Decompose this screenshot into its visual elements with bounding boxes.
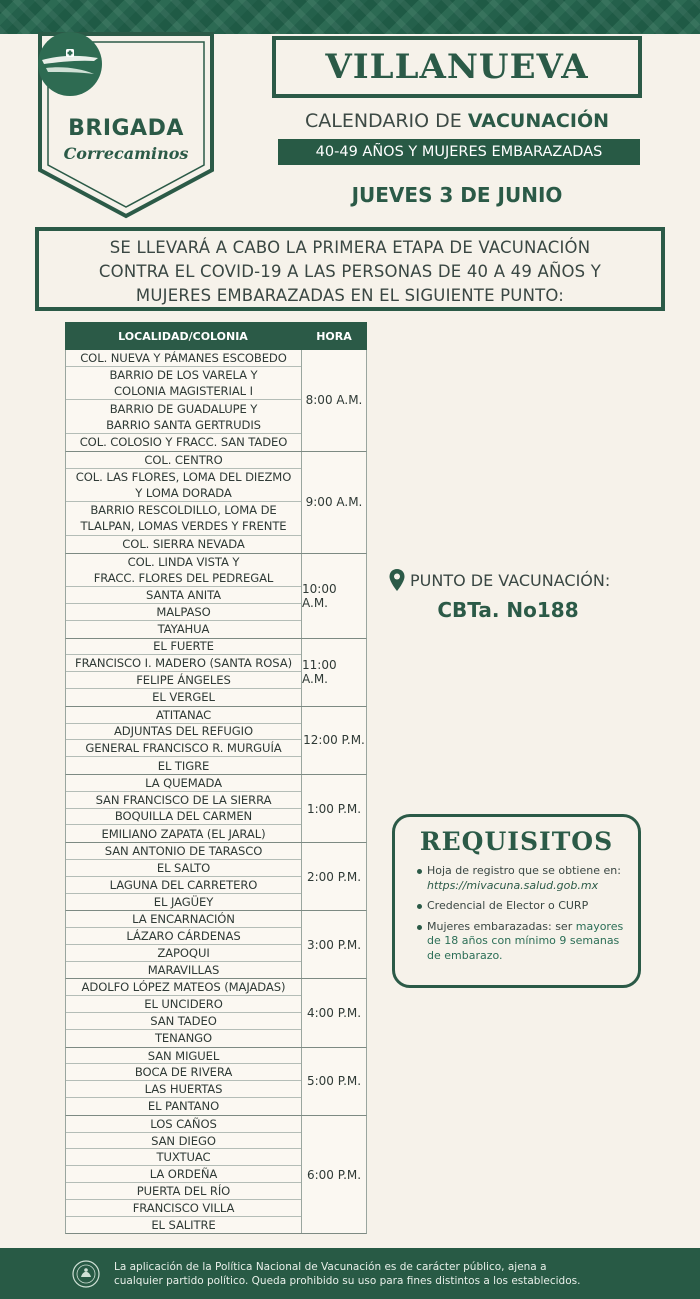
page-title: VILLANUEVA [325, 47, 589, 87]
locality-name [156, 707, 211, 723]
locality-name [144, 452, 222, 468]
locality-line: ADOLFO LÓPEZ MATEOS (MAJADAS) [81, 980, 286, 995]
locality-list [66, 979, 302, 1046]
table-row [66, 1133, 301, 1150]
table-row [66, 400, 301, 434]
time-slot-group [65, 979, 367, 1047]
locality-line: TAYAHUA [157, 622, 210, 637]
locality-line: MALPASO [156, 604, 211, 619]
table-row [66, 707, 301, 724]
table-row [66, 655, 301, 672]
locality-line: GENERAL FRANCISCO R. MURGUÍA [85, 741, 282, 756]
hour-cell: 5:00 P.M. [306, 1074, 362, 1089]
hour-cell: 12:00 P.M. [303, 733, 365, 748]
locality-line: LAS HUERTAS [144, 1082, 223, 1097]
locality-name [148, 962, 220, 978]
locality-name [136, 672, 231, 688]
locality-name [157, 945, 209, 961]
table-row [66, 979, 301, 996]
table-row [66, 945, 301, 962]
hour-cell: 3:00 P.M. [306, 937, 362, 952]
footer-band [0, 1248, 700, 1299]
roadrunner-emblem-icon [36, 30, 104, 98]
locality-line: EL SALTO [156, 860, 211, 875]
table-row [66, 367, 301, 401]
table-row [66, 554, 301, 588]
locality-line: ADJUNTAS DEL REFUGIO [113, 724, 254, 739]
locality-line: COL. SIERRA NEVADA [122, 537, 245, 552]
time-slot-group [65, 1116, 367, 1235]
hour-cell: 6:00 P.M. [306, 1167, 362, 1182]
locality-line: EL JAGÜEY [153, 894, 214, 909]
locality-line: FRANCISCO I. MADERO (SANTA ROSA) [75, 656, 292, 671]
table-row [66, 604, 301, 621]
locality-line: TUXTUAC [156, 1150, 211, 1165]
time-slot-group [65, 639, 367, 707]
announcement-box [35, 227, 665, 311]
table-row [66, 877, 301, 894]
locality-name [153, 638, 214, 654]
locality-list [66, 775, 302, 842]
locality-name [135, 1064, 232, 1080]
time-slot-group [65, 707, 367, 775]
locality-name [80, 502, 286, 534]
locality-name [155, 1030, 212, 1046]
locality-line: BARRIO SANTA GERTRUDIS [106, 417, 261, 432]
time-slot-group [65, 911, 367, 979]
locality-name [115, 808, 252, 824]
locality-name [157, 860, 210, 876]
requirement-text: Hoja de registro que se obtiene en: [427, 864, 621, 877]
locality-name [154, 894, 213, 910]
locality-name [145, 775, 222, 791]
header-hora: HORA [316, 329, 352, 343]
table-row [66, 639, 301, 656]
table-row [66, 434, 301, 451]
locality-line: COLONIA MAGISTERIAL I [114, 384, 253, 399]
locality-name [80, 350, 287, 366]
locality-line: FELIPE ÁNGELES [136, 673, 231, 688]
table-row [66, 740, 301, 757]
locality-name [76, 469, 291, 501]
announcement-line: MUJERES EMBARAZADAS EN EL SIGUIENTE PUNTO: [135, 286, 565, 305]
requirement-item [417, 920, 624, 964]
table-row [66, 843, 301, 860]
locality-name [150, 1166, 217, 1182]
locality-line: FRANCISCO VILLA [132, 1200, 235, 1215]
table-row [66, 962, 301, 979]
table-row [66, 1217, 301, 1234]
locality-name [158, 621, 210, 637]
locality-name [144, 996, 222, 1012]
table-row [66, 1098, 301, 1115]
table-row [66, 672, 301, 689]
badge-subtitle: Correcaminos [63, 144, 189, 163]
table-row [66, 724, 301, 741]
table-row [66, 1048, 301, 1065]
table-row [66, 996, 301, 1013]
requirement-text: Mujeres embarazadas: ser [427, 919, 573, 933]
brigada-badge [36, 30, 216, 220]
locality-line: BARRIO RESCOLDILLO, LOMA DE [90, 503, 277, 518]
table-row [66, 1030, 301, 1047]
locality-line: LA ENCARNACIÓN [132, 912, 235, 927]
table-row [66, 911, 301, 928]
locality-line: COL. LAS FLORES, LOMA DEL DIEZMO [75, 469, 292, 484]
locality-list [66, 843, 302, 910]
locality-line: LÁZARO CÁRDENAS [126, 929, 241, 943]
requirement-item: Credencial de Elector o CURP [417, 899, 624, 914]
hour-cell: 8:00 A.M. [305, 393, 363, 408]
locality-name [96, 792, 272, 808]
footer-line: La aplicación de la Política Nacional de Vacunación es de carácter público, ajena a [114, 1260, 547, 1273]
calendar-prefix: CALENDARIO DE [304, 110, 468, 132]
locality-name [150, 1013, 216, 1029]
table-row [66, 928, 301, 945]
locality-line: EL UNCIDERO [144, 997, 223, 1012]
locality-list [66, 639, 302, 706]
vaccination-point [388, 568, 688, 622]
locality-name [110, 877, 258, 893]
locality-line: TLALPAN, LOMAS VERDES Y FRENTE [80, 519, 287, 534]
locality-line: LA ORDEÑA [149, 1167, 218, 1182]
locality-line: EL VERGEL [152, 690, 215, 705]
location-pin-icon [388, 568, 406, 592]
table-row [66, 894, 301, 911]
hour-cell: 2:00 P.M. [306, 869, 362, 884]
locality-list [66, 1048, 302, 1115]
locality-line: TENANGO [154, 1031, 213, 1046]
punto-label: PUNTO DE VACUNACIÓN: [410, 570, 611, 590]
footer-disclaimer [114, 1260, 580, 1288]
title-box [272, 36, 642, 98]
table-row [66, 1166, 301, 1183]
locality-line: COL. NUEVA Y PÁMANES ESCOBEDO [80, 350, 287, 365]
locality-line: BARRIO DE GUADALUPE Y [109, 401, 258, 416]
table-row [66, 1116, 301, 1133]
locality-name [146, 587, 221, 603]
locality-line: SAN ANTONIO DE TARASCO [104, 844, 263, 859]
locality-name [109, 367, 257, 399]
locality-line: SAN MIGUEL [147, 1048, 220, 1063]
table-row [66, 1064, 301, 1081]
locality-name [114, 723, 253, 739]
locality-list [66, 1116, 302, 1234]
locality-line: LAGUNA DEL CARRETERO [109, 877, 258, 892]
locality-name [137, 1183, 230, 1199]
locality-line: COL. LINDA VISTA Y [127, 554, 240, 569]
table-row [66, 860, 301, 877]
time-slot-group [65, 843, 367, 911]
locality-line: ATITANAC [155, 707, 212, 722]
punto-label-row [388, 568, 688, 592]
locality-line: SANTA ANITA [145, 588, 221, 603]
announcement-line: SE LLEVARÁ A CABO LA PRIMERA ETAPA DE VACUNACIÓN [109, 238, 591, 257]
schedule-table [65, 322, 367, 1234]
calendar-heading [272, 110, 642, 132]
registration-link[interactable]: https://mivacuna.salud.gob.mx [427, 878, 599, 892]
locality-line: EL SALITRE [151, 1218, 216, 1233]
locality-name [151, 1217, 215, 1233]
locality-line: SAN DIEGO [151, 1133, 216, 1148]
locality-line: SAN FRANCISCO DE LA SIERRA [95, 792, 272, 807]
locality-name [158, 758, 210, 774]
locality-name [148, 1098, 219, 1114]
locality-line: BOQUILLA DEL CARMEN [114, 809, 253, 824]
requirements-list [417, 864, 624, 963]
table-row [66, 792, 301, 809]
table-row [66, 1183, 301, 1200]
locality-list [66, 350, 302, 451]
header-localidad: LOCALIDAD/COLONIA [118, 329, 248, 343]
table-row [66, 1013, 301, 1030]
age-group-bar: 40-49 AÑOS Y MUJERES EMBARAZADAS [278, 139, 640, 165]
national-seal-icon [72, 1260, 100, 1288]
hour-cell: 10:00 A.M. [302, 581, 337, 610]
hour-cell: 11:00 A.M. [302, 658, 337, 687]
locality-name [122, 536, 244, 552]
locality-line: MARAVILLAS [147, 963, 220, 978]
table-row [66, 469, 301, 503]
footer-line: cualquier partido político. Queda prohibido su uso para fines distintos a los establecidos. [114, 1274, 581, 1287]
announcement-line: CONTRA EL COVID-19 A LAS PERSONAS DE 40 A 49 AÑOS Y [98, 262, 602, 281]
locality-line: COL. CENTRO [144, 452, 223, 467]
table-row [66, 825, 301, 842]
locality-name [157, 1149, 211, 1165]
locality-line: FRACC. FLORES DEL PEDREGAL [93, 570, 274, 585]
table-header [65, 322, 367, 350]
table-row [66, 350, 301, 367]
table-row [66, 1200, 301, 1217]
locality-line: PUERTA DEL RÍO [136, 1183, 231, 1198]
locality-name [152, 689, 215, 705]
requirements-box [392, 814, 641, 988]
locality-name [82, 979, 286, 995]
requirement-item [417, 864, 624, 893]
locality-name [133, 1200, 235, 1216]
locality-line: EL PANTANO [147, 1099, 220, 1114]
table-row [66, 621, 301, 638]
locality-line: BOCA DE RIVERA [134, 1065, 233, 1080]
table-row [66, 452, 301, 469]
locality-name [132, 911, 235, 927]
time-slot-group [65, 350, 367, 452]
locality-list [66, 911, 302, 978]
locality-line: SAN TADEO [150, 1013, 217, 1028]
table-row [66, 502, 301, 536]
time-slot-group [65, 1048, 367, 1116]
time-slot-group [65, 775, 367, 843]
calendar-emphasis: VACUNACIÓN [467, 110, 609, 132]
locality-name [75, 655, 292, 671]
locality-list [66, 452, 302, 553]
locality-line: EL FUERTE [153, 639, 214, 654]
table-row [66, 809, 301, 826]
locality-line: LOS CAÑOS [150, 1116, 217, 1131]
locality-name [126, 928, 240, 944]
table-row [66, 757, 301, 774]
badge-title: BRIGADA [68, 116, 184, 141]
locality-line: LA QUEMADA [145, 775, 222, 790]
time-slot-group [65, 452, 367, 554]
event-date: JUEVES 3 DE JUNIO [351, 183, 563, 207]
table-row [66, 775, 301, 792]
hour-cell: 9:00 A.M. [305, 495, 363, 510]
locality-name [85, 740, 281, 756]
locality-name [145, 1081, 223, 1097]
locality-name [105, 843, 263, 859]
locality-list [66, 554, 302, 638]
locality-line: BARRIO DE LOS VARELA Y [109, 368, 258, 383]
time-slot-group [65, 554, 367, 639]
table-row [66, 587, 301, 604]
locality-name [148, 1048, 220, 1064]
locality-name [150, 1116, 217, 1132]
requirements-title: REQUISITOS [419, 827, 614, 856]
locality-line: Y LOMA DORADA [135, 485, 232, 500]
table-row [66, 1081, 301, 1098]
locality-list [66, 707, 302, 774]
hour-cell: 4:00 P.M. [306, 1006, 362, 1021]
requirement-accent: mayores de 18 años con mínimo 9 semanas de embarazo. [427, 919, 624, 962]
locality-name [156, 604, 210, 620]
top-pattern-band [0, 0, 700, 34]
table-body [65, 350, 367, 1234]
locality-name [106, 401, 261, 433]
locality-name [151, 1133, 216, 1149]
locality-name [80, 434, 288, 450]
locality-name [94, 554, 274, 586]
locality-line: ZAPOQUI [157, 945, 210, 960]
locality-name [101, 826, 265, 842]
punto-place: CBTa. No188 [437, 598, 579, 622]
hour-cell: 1:00 P.M. [306, 801, 362, 816]
locality-line: EL TIGRE [157, 758, 210, 773]
table-row [66, 689, 301, 706]
table-row [66, 536, 301, 553]
locality-line: EMILIANO ZAPATA (EL JARAL) [101, 826, 266, 841]
table-row [66, 1149, 301, 1166]
locality-line: COL. COLOSIO Y FRACC. SAN TADEO [79, 435, 288, 450]
